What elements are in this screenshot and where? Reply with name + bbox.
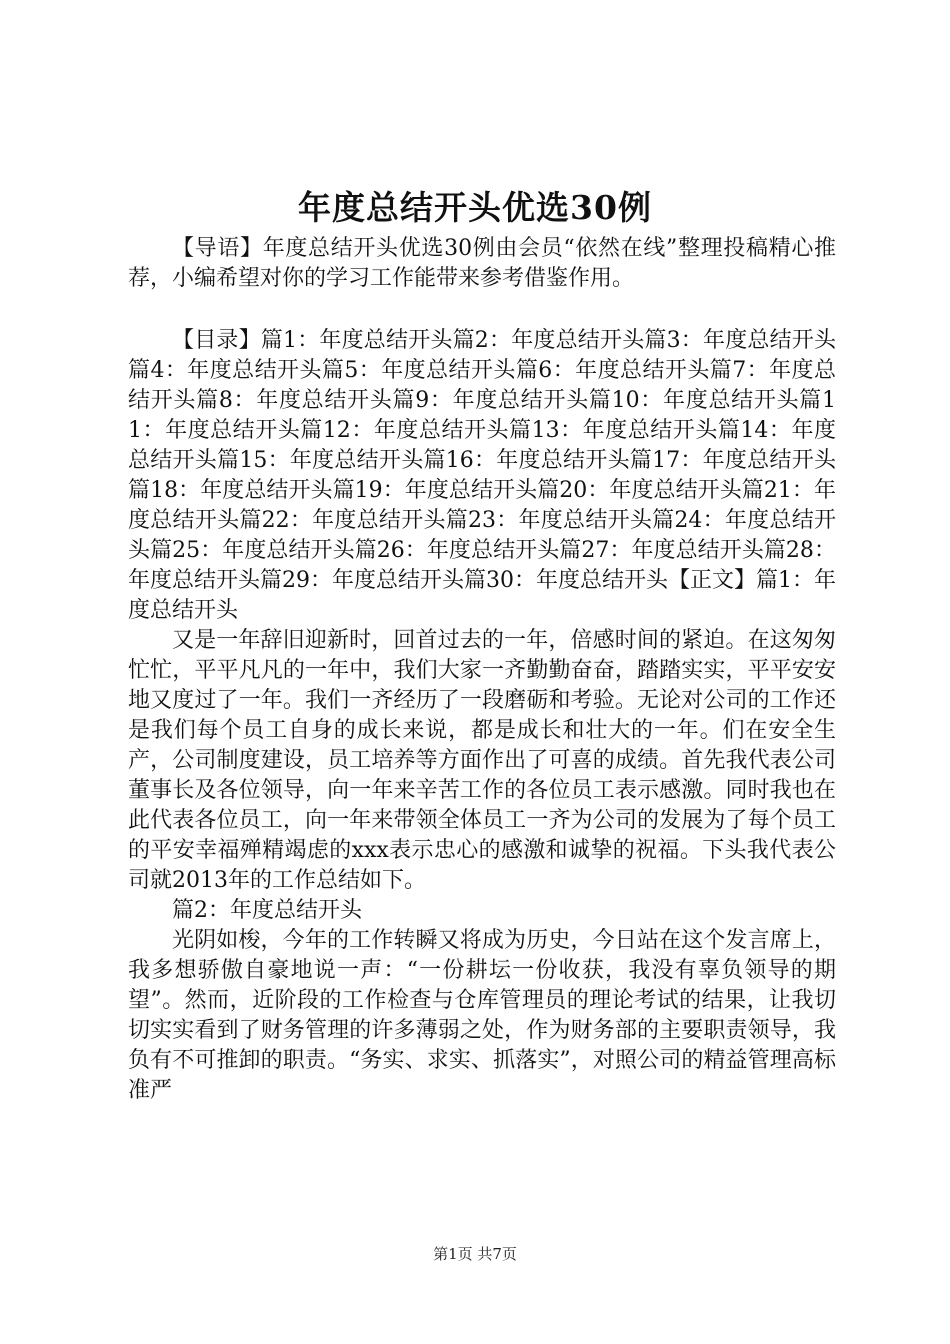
body-paragraph-1: 又是一年辞旧迎新时，回首过去的一年，倍感时间的紧迫。在这匆匆忙忙，平平凡凡的一年中，我们大家一齐勤勤奋奋，踏踏实实，平平安安地又度过了一年。我们一齐经历了一段磨砺和考验。无论对公司的工作还是我们每个员工自身的成长来说，都是成长和壮大的一年。们在安全生产，公司制度建设，员工培养等方面作出了可喜的成绩。首先我代表公司董事长及各位领导，向一年来辛苦工作的各位员工表示感激。同时我也在此代表各位员工，向一年来带领全体员工一齐为公司的发展为了每个员工的平安幸福殚精竭虑的xxx表示忠心的感激和诚挚的祝福。下头我代表公司就2013年的工作总结如下。	[128, 628, 836, 893]
document-body	[128, 234, 836, 1106]
document-title: 年度总结开头优选30例	[298, 188, 652, 227]
paragraph-gap	[128, 294, 836, 326]
page-footer: 第1页 共7页	[433, 1245, 517, 1263]
intro-paragraph: 【导语】年度总结开头优选30例由会员“依然在线”整理投稿精心推荐，小编希望对你的学习工作能带来参考借鉴作用。	[128, 236, 836, 291]
body-paragraph-2: 光阴如梭，今年的工作转瞬又将成为历史，今日站在这个发言席上，我多想骄傲自豪地说一声：“一份耕坛一份收获，我没有辜负领导的期望”。然而，近阶段的工作检查与仓库管理员的理论考试的结果，让我切切实实看到了财务管理的许多薄弱之处，作为财务部的主要职责领导，我负有不可推卸的职责。“务实、求实、抓落实”，对照公司的精益管理高标准严	[128, 928, 836, 1103]
toc-paragraph: 【目录】篇1：年度总结开头篇2：年度总结开头篇3：年度总结开头篇4：年度总结开头篇5：年度总结开头篇6：年度总结开头篇7：年度总结开头篇8：年度总结开头篇9：年度总结开头篇10：年度总结开头篇11：年度总结开头篇12：年度总结开头篇13：年度总结开头篇14：年度总结开头篇15：年度总结开头篇16：年度总结开头篇17：年度总结开头篇18：年度总结开头篇19：年度总结开头篇20：年度总结开头篇21：年度总结开头篇22：年度总结开头篇23：年度总结开头篇24：年度总结开头篇25：年度总结开头篇26：年度总结开头篇27：年度总结开头篇28：年度总结开头篇29：年度总结开头篇30：年度总结开头【正文】篇1：年度总结开头	[128, 328, 836, 623]
section-heading-2: 篇2：年度总结开头	[172, 898, 362, 923]
